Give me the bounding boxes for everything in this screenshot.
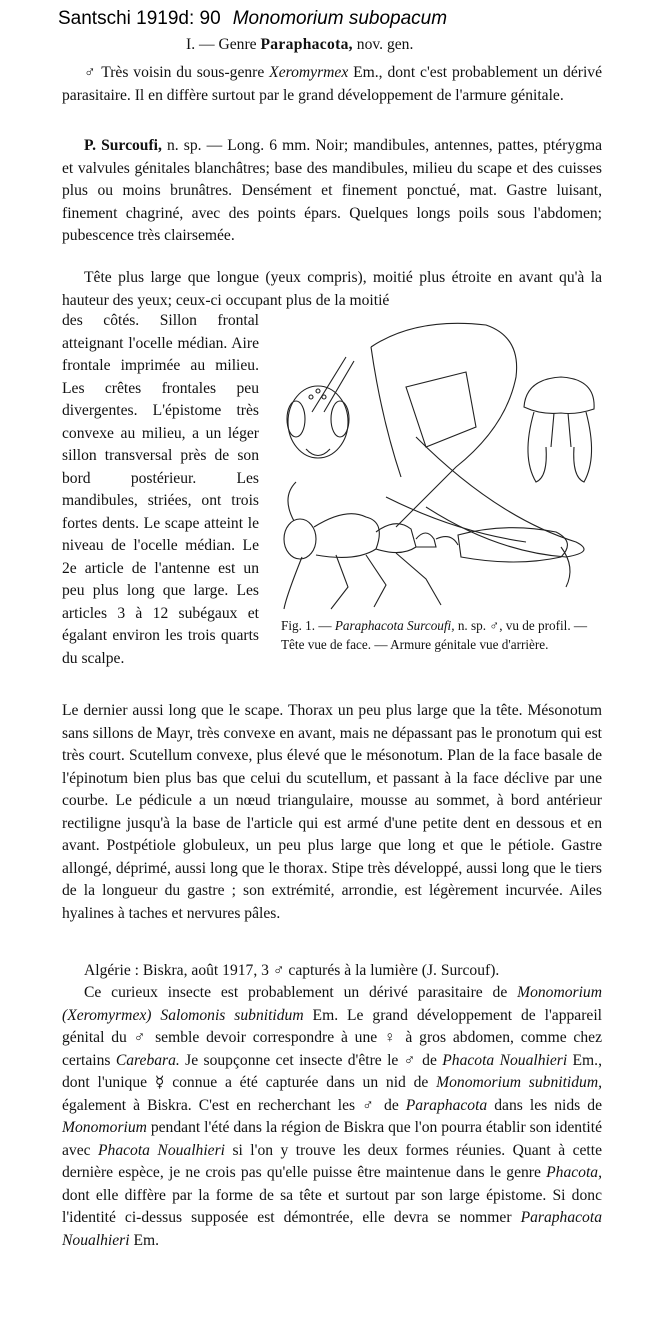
- genital-armature-view: [524, 377, 594, 482]
- page-header: [58, 8, 447, 30]
- intro-taxon: Xeromyrmex: [269, 64, 349, 81]
- figure-caption: [281, 617, 606, 654]
- discussion-taxon: Paraphacota: [405, 1096, 488, 1114]
- title-prefix: I. — Genre: [186, 36, 261, 53]
- continuation-paragraph: [62, 700, 602, 925]
- discussion-text: Ce curieux insecte est probablement un dérivé parasitaire de: [84, 984, 518, 1001]
- discussion-text: pendant l'été dans la région de Biskra que l'on pourra établir son identité avec: [62, 1119, 602, 1159]
- head-text-column: des côtés. Sillon frontal atteignant l'ocelle médian. Aire frontale imprimée au milieu. Les crêtes frontales peu divergentes. L'épistome très convexe au milieu, a un léger sillon transversal près de son bord postérieur. Les mandibules, striées, ont trois fortes dents. Le scape atteint le niveau de l'ocelle médian. Le 2e article de l'antenne est un peu plus long que large. Les articles 3 à 12 subégaux et égalant environ les trois quarts du scalpe.: [62, 312, 259, 667]
- species-paragraph: [62, 135, 602, 248]
- discussion-taxon: Monomorium subnitidum,: [436, 1074, 602, 1091]
- title-suffix: nov. gen.: [352, 36, 414, 53]
- discussion-paragraph: [62, 982, 602, 1252]
- locality-text: Algérie : Biskra, août 1917, 3 ♂ capturés à la lumière (J. Surcouf).: [84, 962, 500, 979]
- species-description: n. sp. — Long. 6 mm. Noir; mandibules, antennes, pattes, ptérygma et valvules génitales blanchâtres; base des mandibules, milieu du scape et des cuisses plus ou moins brunâtres. Densément et finement ponctué, mat. Gastre luisant, finement chagriné, avec des points épars. Quelques longs poils sous l'abdomen; pubescence très clairsemée.: [62, 137, 602, 244]
- male-symbol: ♂: [84, 64, 97, 81]
- intro-text-b: Em., dont c'est probablement un dérivé parasitaire. Il en diffère surtout par le grand développement de l'armure génitale.: [62, 64, 602, 104]
- discussion-text: dont elle diffère par la forme de sa tête et surtout par son large épistome. Si donc l'identité ci-dessus supposée est démontrée, elle devra se nommer: [62, 1186, 602, 1226]
- head-front-view: [287, 357, 354, 458]
- citation: Santschi 1919d: 90: [58, 8, 221, 29]
- head-left-column: [62, 310, 259, 670]
- figure-illustration: [276, 317, 610, 613]
- discussion-taxon: Phacota Noualhieri: [442, 1051, 568, 1069]
- continuation-text: Le dernier aussi long que le scape. Thorax un peu plus large que la tête. Mésonotum sans sillons de Mayr, très convexe en avant, mais ne dépassant pas le pronotum qui est très court. Scutellum convexe, plus élevé que le mésonotum. Plan de la face basale de l'épinotum bien plus bas que celui du scutellum, et passant à la face déclive par une courbe. Le pédicule a un nœud triangulaire, mousse au sommet, à bord antérieur rectiligne jusqu'à la base de l'article qui est armé d'une petite dent en dessous et en avant. Postpétiole globuleux, un peu plus large que long et que le pétiole. Gastre allongé, déprimé, aussi long que le thorax. Stipe très développé, aussi long que le tiers de la longueur du gastre ; son extrémité, arrondie, est légèrement incurvée. Ailes hyalines à taches et nervures pâles.: [62, 702, 602, 922]
- caption-text: n. sp. ♂, vu de profil. — Tête vue de face. — Armure génitale vue d'arrière.: [281, 618, 588, 652]
- caption-taxon: Paraphacota Surcoufi,: [334, 618, 455, 633]
- section-title: [186, 34, 413, 57]
- head-paragraph: [62, 267, 602, 312]
- body-profile: [284, 482, 570, 609]
- caption-label: Fig. 1. —: [281, 618, 335, 633]
- discussion-taxon: Phacota,: [546, 1164, 602, 1181]
- discussion-taxon: Phacota Noualhieri: [98, 1141, 226, 1159]
- discussion-taxon: Monomorium (Xeromyrmex) Salomonis subnitidum: [62, 984, 602, 1024]
- discussion-taxon: Paraphacota Noualhieri: [62, 1209, 602, 1249]
- discussion-text: dans les nids de: [487, 1096, 602, 1114]
- intro-paragraph: [62, 62, 602, 107]
- discussion-text: Em.: [129, 1231, 160, 1249]
- discussion-text: également à Biskra. C'est en recherchant les ♂ de: [62, 1096, 406, 1114]
- discussion-taxon: Carebara.: [115, 1051, 180, 1069]
- intro-text-a: Très voisin du sous-genre: [96, 64, 270, 81]
- head-text-full: Tête plus large que longue (yeux compris), moitié plus étroite en avant qu'à la hauteur des yeux; ceux-ci occupant plus de la moitié: [62, 269, 602, 309]
- species-heading: P. Surcoufi,: [84, 137, 162, 154]
- species-name: Monomorium subopacum: [232, 8, 448, 29]
- discussion-text: Je soupçonne cet insecte d'être le ♂ de: [179, 1051, 443, 1069]
- discussion-text: Em., dont l'unique ☿ connue a été capturée dans un nid de: [62, 1051, 602, 1091]
- discussion-taxon: Monomorium: [62, 1119, 147, 1136]
- genus-name: Paraphacota,: [260, 36, 353, 53]
- locality-paragraph: [62, 960, 602, 983]
- discussion-text: si l'on y trouve les deux formes réunies. Quant à cette dernière espèce, je ne crois pas qu'elle puisse être maintenue dans le genre: [62, 1141, 602, 1181]
- discussion-text: Em. Le grand développement de l'appareil génital du ♂ semble devoir correspondre à une ♀ à gros abdomen, comme chez certains: [62, 1006, 603, 1069]
